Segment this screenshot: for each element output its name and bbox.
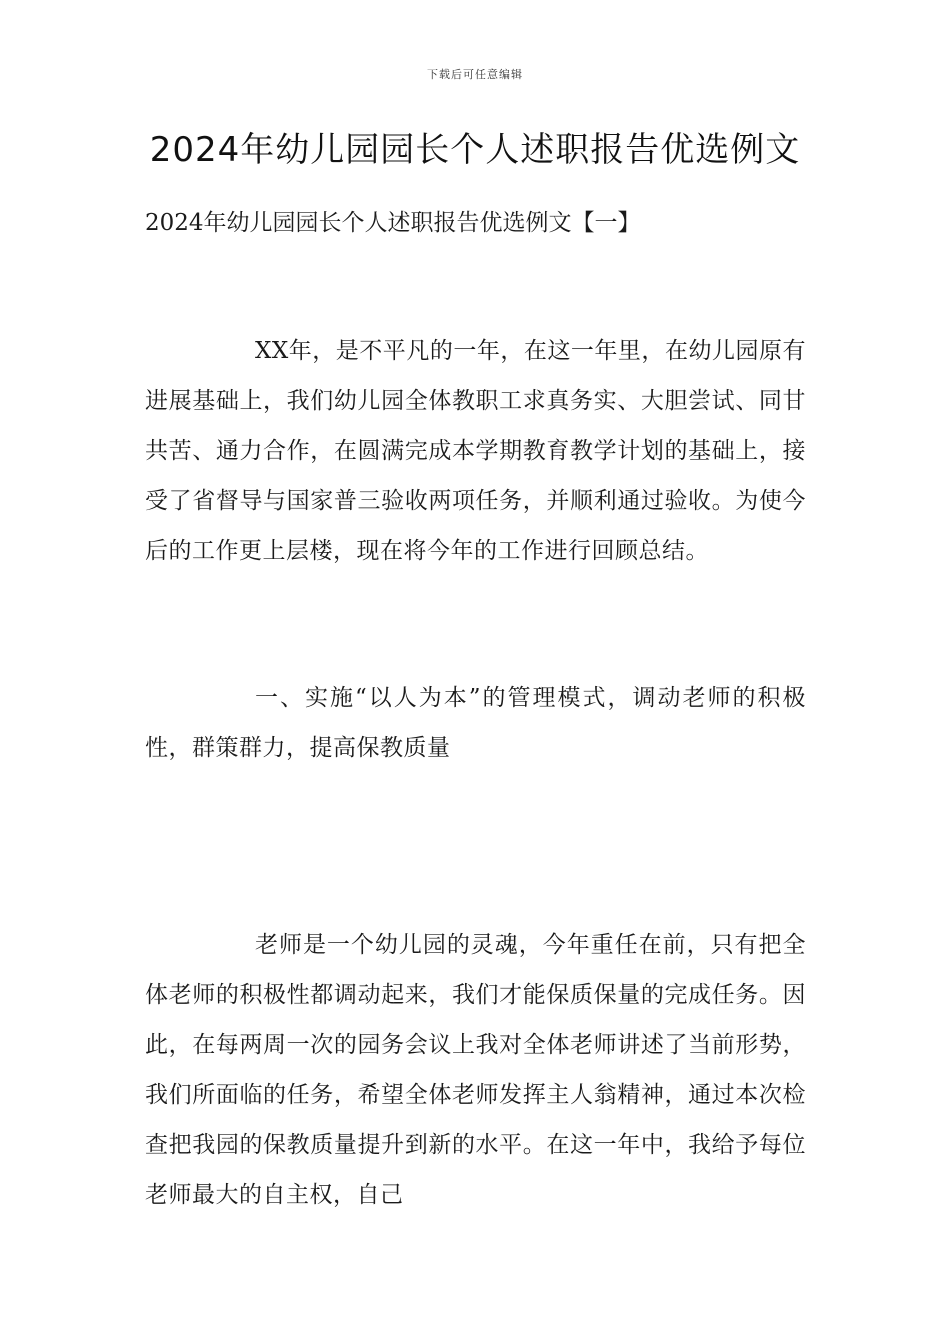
section-title: 2024年幼儿园园长个人述职报告优选例文【一】: [145, 210, 641, 236]
document-title: 2024年幼儿园园长个人述职报告优选例文: [149, 130, 801, 170]
subheading-paragraph: 一、实施“以人为本”的管理模式，调动老师的积极性，群策群力，提高保教质量: [145, 685, 806, 761]
body-paragraph: XX年，是不平凡的一年，在这一年里，在幼儿园原有进展基础上，我们幼儿园全体教职工求真务实、大胆尝试、同甘共苦、通力合作，在圆满完成本学期教育教学计划的基础上，接受了省督导与国家普三验收两项任务，并顺利通过验收。为使今后的工作更上层楼，现在将今年的工作进行回顾总结。: [145, 338, 806, 564]
header-note: 下载后可任意编辑: [427, 68, 523, 81]
body-paragraph: 老师是一个幼儿园的灵魂，今年重任在前，只有把全体老师的积极性都调动起来，我们才能保质保量的完成任务。因此，在每两周一次的园务会议上我对全体老师讲述了当前形势，我们所面临的任务，希望全体老师发挥主人翁精神，通过本次检查把我园的保教质量提升到新的水平。在这一年中，我给予每位老师最大的自主权，自己: [145, 932, 806, 1208]
